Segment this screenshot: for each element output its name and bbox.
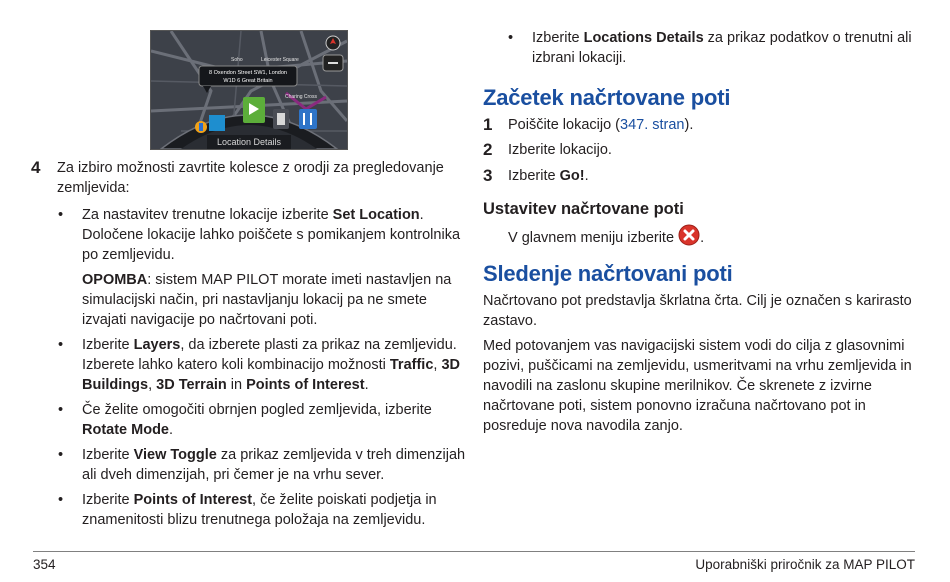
map-address-line1: 8 Oxendon Street SW1, London bbox=[209, 70, 287, 76]
page-number: 354 bbox=[33, 557, 56, 572]
street-label-leicester: Leicester Square bbox=[261, 57, 299, 63]
page-reference-link[interactable]: 347. stran bbox=[620, 117, 685, 133]
bullet-locations-details: Izberite Locations Details za prikaz podatkov o trenutni ali izbrani lokaciji. bbox=[532, 30, 912, 66]
heading-stop-route: Ustavitev načrtovane poti bbox=[483, 200, 684, 218]
set-location-term: Set Location bbox=[332, 207, 420, 223]
stop-route-icon bbox=[678, 224, 700, 246]
map-address-line2: W1D 6 Great Britain bbox=[223, 78, 273, 84]
bullet-set-location: Za nastavitev trenutne lokacije izberite Set Location. Določene lokacije lahko poiščete s pomikanjem kontrolnika po zemljevidu. bbox=[82, 207, 461, 263]
bullet-marker: • bbox=[58, 207, 64, 223]
step-2-text: Izberite lokacijo. bbox=[508, 142, 612, 158]
points-of-interest-icon[interactable] bbox=[299, 109, 317, 129]
bullet-marker: • bbox=[58, 337, 64, 353]
bullet-view-toggle: Izberite View Toggle za prikaz zemljevida v treh dimenzijah ali dveh dimenzijah, pri čemer je na vrhu sever. bbox=[82, 447, 466, 483]
location-details-label[interactable]: Location Details bbox=[216, 137, 282, 147]
bullet-marker: • bbox=[508, 30, 514, 46]
location-pin-icon[interactable] bbox=[195, 121, 207, 133]
street-label-charing: Charing Cross bbox=[285, 94, 317, 100]
bullet-layers: Izberite Layers, da izberete plasti za prikaz na zemljevidu. Izberete lahko katero koli kombinacijo možnosti Traffic, 3D Buildings, 3D Terrain in Points of Interest. bbox=[82, 337, 460, 393]
bullet-rotate-mode: Če želite omogočiti obrnjen pogled zemljevida, izberite Rotate Mode. bbox=[82, 402, 432, 438]
view-toggle-icon[interactable] bbox=[209, 115, 225, 131]
bullet-marker: • bbox=[58, 447, 64, 463]
map-screenshot bbox=[150, 30, 348, 150]
step-number-1: 1 bbox=[483, 115, 493, 134]
stop-route-text: V glavnem meniju izberite . bbox=[508, 224, 704, 248]
manual-title: Uporabniški priročnik za MAP PILOT bbox=[695, 557, 915, 572]
step-number-4: 4 bbox=[31, 158, 41, 177]
bullet-marker: • bbox=[58, 492, 64, 508]
note-label: OPOMBA bbox=[82, 272, 148, 288]
street-label-soho: Soho bbox=[231, 57, 243, 63]
bullet-marker: • bbox=[58, 402, 64, 418]
heading-follow-route: Sledenje načrtovani poti bbox=[483, 261, 733, 286]
step-4-text: Za izbiro možnosti zavrtite kolesce z orodji za pregledovanje zemljevida: bbox=[57, 160, 444, 196]
step-3-text: Izberite Go!. bbox=[508, 168, 589, 184]
note-paragraph: OPOMBA: sistem MAP PILOT morate imeti nastavljen na simulacijski način, pri nastavljanju lokacij pa ne smete izvajati navigacije po načrtovani poti. bbox=[82, 272, 452, 328]
follow-route-paragraph-1: Načrtovano pot predstavlja škrlatna črta. Cilj je označen s karirasto zastavo. bbox=[483, 293, 912, 329]
follow-route-paragraph-2: Med potovanjem vas navigacijski sistem vodi do cilja z glasovnimi pozivi, puščicami na zemljevidu, usmeritvami na vrhu zemljevida in navodili na zaslonu skupine merilnikov. Če skrenete z izvirne načrtovane poti, sistem ponovno izračuna načrtovano pot in posreduje nova navodila zanjo. bbox=[483, 338, 912, 434]
layers-icon[interactable] bbox=[273, 109, 289, 129]
footer-divider bbox=[33, 551, 915, 552]
step-1-text: Poiščite lokacijo (347. stran). bbox=[508, 117, 694, 133]
step-number-2: 2 bbox=[483, 140, 493, 159]
flag-icon[interactable] bbox=[243, 97, 265, 123]
step-number-3: 3 bbox=[483, 166, 493, 185]
heading-start-route: Začetek načrtovane poti bbox=[483, 85, 731, 110]
bullet-points-of-interest: Izberite Points of Interest, če želite poiskati podjetja in znamenitosti blizu trenutnega položaja na zemljevidu. bbox=[82, 492, 437, 528]
